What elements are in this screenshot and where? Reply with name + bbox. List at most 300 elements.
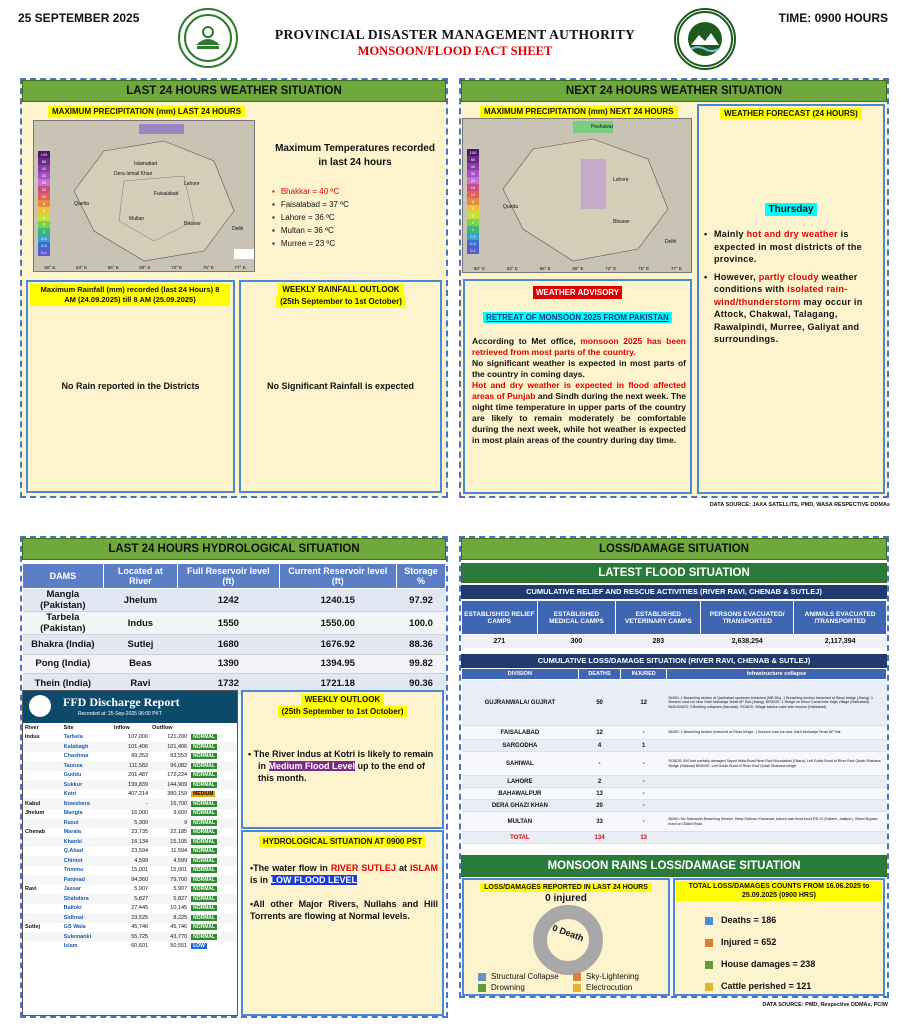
ffd-inflow: 16,134 — [131, 838, 149, 845]
ffd-site: Trimmu — [63, 867, 84, 874]
damage-cell: - — [621, 800, 667, 812]
ffd-inflow: 94,360 — [131, 876, 149, 883]
dam-cell: 1721.18 — [279, 674, 397, 694]
ffd-outflow: 43,770 — [170, 933, 188, 940]
relief-value: 283 — [616, 635, 701, 649]
legend-swatch: 6 — [467, 205, 479, 212]
ffd-site: Islam — [63, 943, 78, 950]
legend-swatch: 8 — [467, 198, 479, 205]
next24-precip-map — [462, 118, 692, 273]
ffd-inflow: 111,582 — [128, 762, 149, 769]
map-city-label: Quetta — [503, 204, 519, 210]
total-item — [705, 975, 815, 997]
ffd-outflow: 8,225 — [173, 914, 188, 921]
dam-cell: 1550.00 — [279, 612, 397, 635]
donut-legend-item — [478, 971, 573, 982]
ffd-row — [23, 875, 237, 885]
ffd-site: Shahdara — [63, 895, 89, 902]
legend-text: Sky-Lightening — [586, 972, 639, 981]
ffd-row — [23, 790, 237, 800]
legend-text: Structural Collapse — [491, 972, 559, 981]
relief-col-header: ANIMALS EVACUATED /TRANSPORTED — [794, 601, 887, 635]
ffd-discharge-report — [22, 690, 238, 1016]
ffd-river — [23, 932, 62, 942]
map-lon-label: 60° E — [473, 266, 485, 271]
ffd-status-badge: NORMAL — [193, 848, 216, 855]
ffd-status — [189, 818, 237, 828]
legend-swatch: 100 — [467, 149, 479, 156]
ffd-site: Chiniot — [63, 857, 83, 864]
next24-heading: NEXT 24 HOURS WEATHER SITUATION — [461, 80, 887, 102]
advisory-label: WEATHER ADVISORY — [533, 286, 622, 299]
map-city-label: Delhi — [232, 226, 244, 232]
damage-cell: 33 — [578, 812, 621, 832]
ffd-row — [23, 733, 237, 743]
relief-value: 271 — [462, 635, 538, 649]
map-lon-label: 77° E — [670, 266, 683, 271]
latest-flood-heading: LATEST FLOOD SITUATION — [461, 563, 887, 583]
relief-col-header: PERSONS EVACUATED/ TRANSPORTED — [701, 601, 794, 635]
ffd-inflow: 107,000 — [128, 734, 149, 741]
dam-cell: Mangla (Pakistan) — [23, 589, 104, 612]
ffd-status — [189, 752, 237, 762]
legend-swatch: 20 — [467, 177, 479, 184]
ffd-status-badge: LOW — [193, 943, 205, 950]
map-lon-label: 77° E — [234, 265, 246, 270]
legend-swatch: 10 — [467, 191, 479, 198]
ffd-outflow: 16,700 — [170, 800, 188, 807]
total-color-square — [705, 983, 713, 991]
ffd-site: Mangla — [63, 810, 83, 817]
ffd-status — [189, 799, 237, 809]
damage-cell: 12 — [578, 726, 621, 740]
damage-cell: 4 — [578, 740, 621, 752]
fact-sheet-subtitle: MONSOON/FLOOD FACT SHEET — [357, 44, 553, 58]
donut-legend-item — [573, 971, 668, 982]
report-date: 25 SEPTEMBER 2025 — [18, 11, 140, 25]
legend-swatch: 50 — [38, 158, 50, 165]
ffd-site: Balloki — [63, 905, 82, 912]
map-lon-label: 69° E — [139, 265, 151, 270]
ffd-site: Q.Abad — [63, 848, 84, 855]
damage-cell: GUJRANWALA/ GUJRAT — [462, 680, 579, 726]
ffd-outflow: 380,159 — [167, 791, 188, 798]
ffd-status-badge: NORMAL — [193, 819, 216, 826]
damage-infrastructure: BUND: 1 Breaching section at Qadirabad upstream breached (MB Din), 1 Breaching section breached at Rasul bridge (Jhang), 1 Breach/ road cut near Garh Maharaja Tehsil AP Sial (Jhang). BRIDGE: 1 Bridge on Minor Canal near Kajla Village (Hafizabad). BUILDINGS: 3 Building collapses (Narowal). ROADS: Village katcha road/ side erosion (Hafizabad) — [667, 680, 887, 726]
ffd-river — [23, 942, 62, 952]
relief-col-header: ESTABLISHED RELIEF CAMPS — [462, 601, 538, 635]
damage-total-cell — [667, 832, 887, 844]
ffd-status-badge: NORMAL — [193, 762, 216, 769]
total-color-square — [705, 939, 713, 947]
ffd-status — [189, 885, 237, 895]
map-lon-label: 75° E — [202, 265, 214, 270]
ffd-inflow: 16,000 — [131, 810, 149, 817]
ffd-inflow: 4,599 — [134, 857, 149, 864]
legend-swatch: 100 — [38, 151, 50, 158]
forecast-list — [702, 228, 882, 351]
ffd-status-badge: NORMAL — [193, 800, 216, 807]
ffd-status — [189, 809, 237, 819]
ffd-status — [189, 923, 237, 933]
ffd-site: Jassar — [63, 886, 82, 893]
dam-cell: 1390 — [178, 654, 279, 674]
legend-swatch: 4 — [467, 212, 479, 219]
rain-label: Maximum Rainfall (mm) recorded (last 24 Hours) 8 AM (24.09.2025) till 8 AM (25.09.2025) — [30, 284, 230, 306]
temp-item: ▪ Lahore = 36 ºC — [272, 213, 335, 222]
damage-row — [462, 752, 887, 776]
damage-col-header: DIVISION — [462, 669, 579, 680]
ffd-site: Panjnad — [63, 876, 85, 883]
loss-heading: LOSS/DAMAGE SITUATION — [461, 538, 887, 560]
dam-cell: 1242 — [178, 589, 279, 612]
ffd-outflow: 4,599 — [173, 857, 188, 864]
damage-cell: 20 — [578, 800, 621, 812]
last24-precip-label: MAXIMUM PRECIPITATION (mm) LAST 24 HOURS — [48, 106, 245, 117]
ffd-outflow: 45,746 — [170, 924, 188, 931]
ffd-inflow: 5,827 — [134, 895, 149, 902]
reported-label: LOSS/DAMAGES REPORTED IN LAST 24 HOURS — [480, 883, 652, 892]
dams-col-header: Located at River — [103, 564, 178, 589]
ffd-site: Marala — [63, 829, 82, 836]
map-lon-axis — [34, 265, 255, 270]
damage-cell: 13 — [578, 788, 621, 800]
ffd-outflow: 96,082 — [170, 762, 188, 769]
damage-row — [462, 726, 887, 740]
ffd-site: Kotri — [63, 791, 77, 798]
dam-cell: Pong (India) — [23, 654, 104, 674]
ffd-status-badge: NORMAL — [193, 876, 216, 883]
ffd-inflow: 99,353 — [131, 753, 149, 760]
legend-swatch: 15 — [467, 184, 479, 191]
ffd-status-badge: NORMAL — [193, 933, 216, 940]
ffd-status — [189, 875, 237, 885]
ffd-status — [189, 856, 237, 866]
ffd-row — [23, 856, 237, 866]
map-city-label: Dera Ismail Khan — [114, 171, 153, 177]
ffd-row — [23, 809, 237, 819]
ffd-inflow: - — [146, 800, 149, 807]
legend-swatch: 1 — [467, 226, 479, 233]
temp-item: ▪ Bhakkar = 40 ºC — [272, 187, 340, 196]
outlook-period: (25th September to 1st October) — [276, 296, 406, 308]
damage-total-cell: 13 — [621, 832, 667, 844]
damage-infrastructure — [667, 788, 887, 800]
ffd-inflow: 5,907 — [134, 886, 149, 893]
ffd-row — [23, 828, 237, 838]
ffd-row — [23, 847, 237, 857]
map-lon-label: 63° E — [76, 265, 88, 270]
authority-title: PROVINCIAL DISASTER MANAGEMENT AUTHORITY — [274, 27, 636, 42]
hydro-outlook-label: WEEKLY OUTLOOK — [301, 694, 385, 706]
ffd-inflow: 27,445 — [131, 905, 149, 912]
damage-col-header: DEATHS — [578, 669, 621, 680]
damage-cell: - — [621, 812, 667, 832]
dam-cell: Beas — [103, 654, 178, 674]
damage-cell: - — [621, 752, 667, 776]
total-text: House damages = 238 — [721, 959, 816, 969]
ffd-river: Ravi — [25, 886, 37, 893]
ffd-site: GS Wala — [63, 924, 86, 931]
outlook-text: No Significant Rainfall is expected — [266, 381, 415, 391]
ffd-outflow: 5,907 — [173, 886, 188, 893]
map-lon-axis — [463, 266, 692, 271]
ffd-site: Rasul — [63, 819, 79, 826]
ffd-inflow: 5,300 — [134, 819, 149, 826]
damage-infrastructure — [667, 776, 887, 788]
damage-infrastructure: BUND: Mo Sabzavan Breaching Section, Head Sidhnai, Khanewal, baloch wah flood bund RD 42 (Kabeer, Jalalpur), Gillani Bypass bund on Gillani Road — [667, 812, 887, 832]
hydro-heading: LAST 24 HOURS HYDROLOGICAL SITUATION — [22, 538, 446, 560]
ffd-inflow: 55,725 — [131, 933, 149, 940]
map-lon-label: 60° E — [44, 265, 56, 270]
ffd-status-badge: NORMAL — [193, 905, 216, 912]
legend-swatch: 8 — [38, 200, 50, 207]
ffd-river — [23, 790, 62, 800]
dam-cell: 100.0 — [397, 612, 446, 635]
ffd-row — [23, 923, 237, 933]
damage-col-header: INJURED — [621, 669, 667, 680]
ffd-row — [23, 818, 237, 828]
dam-cell: Ravi — [103, 674, 178, 694]
ffd-status — [189, 866, 237, 876]
temp-item: ▪ Multan = 36 ºC — [272, 226, 334, 235]
ffd-status — [189, 780, 237, 790]
total-text: Injured = 652 — [721, 937, 777, 947]
damage-total-cell: TOTAL — [462, 832, 579, 844]
map-city-label: Lahore — [613, 177, 629, 183]
ffd-status — [189, 847, 237, 857]
ffd-outflow: 15,001 — [170, 867, 188, 874]
donut-legend-item — [573, 982, 668, 993]
legend-swatch: 4 — [38, 214, 50, 221]
relief-value: 2,117,394 — [794, 635, 887, 649]
ffd-status-badge: NORMAL — [193, 753, 216, 760]
damage-table — [461, 668, 887, 844]
rain-text: No Rain reported in the Districts — [61, 381, 200, 391]
legend-color-square — [478, 984, 486, 992]
totals-list — [705, 909, 815, 997]
ffd-inflow: 201,487 — [128, 772, 149, 779]
map-lon-label: 72° E — [171, 265, 183, 270]
ffd-status-badge: NORMAL — [193, 734, 216, 741]
ffd-status — [189, 904, 237, 914]
ffd-site: Nowshera — [63, 800, 90, 807]
ffd-status-badge: NORMAL — [193, 829, 216, 836]
ffd-status-badge: NORMAL — [193, 895, 216, 902]
ffd-status-badge: NORMAL — [193, 924, 216, 931]
ffd-outflow: 11,594 — [170, 848, 188, 855]
ffd-inflow: 60,601 — [131, 943, 149, 950]
legend-swatch: 40 — [38, 165, 50, 172]
dams-col-header: Full Reservoir level (ft) — [178, 564, 279, 589]
ffd-status-badge: NORMAL — [193, 914, 216, 921]
ffd-status — [189, 828, 237, 838]
damage-cell: - — [621, 776, 667, 788]
legend-swatch: 0.1 — [38, 249, 50, 256]
dam-cell: Sutlej — [103, 635, 178, 655]
advisory-text: According to Met office, monsoon 2025 has been retrieved from most parts of the country. No significant weather is expected in most parts of the country in coming days. Hot and dry weather is expected in flood affected areas of Punjab and Sindh during the next week. The night time temperature in upper parts of the country are likely to remain moderately be comfortable during the next week, while hot weather is expected in most plain areas of the country during day time. — [472, 336, 686, 445]
ffd-status — [189, 932, 237, 942]
legend-swatch: 1 — [38, 228, 50, 235]
ffd-river: Indus — [25, 734, 40, 741]
map-city-label: Multan — [129, 216, 145, 222]
ffd-row — [23, 799, 237, 809]
ffd-site: Chashma — [63, 753, 89, 760]
ffd-status-badge: NORMAL — [193, 810, 216, 817]
ffd-site: Kalabagh — [63, 743, 89, 750]
ffd-inflow: 407,214 — [128, 791, 149, 798]
legend-swatch: 0.3 — [467, 240, 479, 247]
dams-table — [22, 563, 446, 694]
ffd-river — [23, 847, 62, 857]
dam-cell: 1732 — [178, 674, 279, 694]
ffd-status-badge: NORMAL — [193, 781, 216, 788]
ffd-status-badge: NORMAL — [193, 886, 216, 893]
legend-swatch: 10 — [38, 193, 50, 200]
legend-swatch: 0.1 — [467, 247, 479, 254]
total-item — [705, 953, 815, 975]
legend-swatch: 20 — [38, 179, 50, 186]
ffd-row — [23, 885, 237, 895]
ffd-row — [23, 742, 237, 752]
dam-cell: Jhelum — [103, 589, 178, 612]
ffd-site: Guddu — [63, 772, 82, 779]
damage-cell: FAISALABAD — [462, 726, 579, 740]
ffd-outflow: 172,224 — [167, 772, 188, 779]
map-city-label: Bikaner — [184, 221, 201, 227]
map-lon-label: 66° E — [539, 266, 551, 271]
ffd-outflow: 93,553 — [170, 753, 188, 760]
ffd-inflow: 15,001 — [131, 867, 149, 874]
forecast-label: WEATHER FORECAST (24 HOURS) — [720, 108, 862, 119]
ffd-outflow: 121,200 — [167, 734, 188, 741]
map-city-label: Islamabad — [134, 161, 158, 167]
dam-cell: 1394.95 — [279, 654, 397, 674]
temp-title: Maximum Temperatures recorded in last 24 hours — [275, 143, 435, 168]
damage-infrastructure — [667, 740, 887, 752]
ffd-river — [23, 742, 62, 752]
legend-color-square — [573, 973, 581, 981]
ffd-table — [23, 723, 237, 951]
total-item — [705, 931, 815, 953]
ffd-site: Sidhnai — [63, 914, 84, 921]
map-lon-label: 63° E — [506, 266, 518, 271]
ffd-status — [189, 771, 237, 781]
map-lon-label: 66° E — [107, 265, 119, 270]
map-lon-label: 69° E — [572, 266, 584, 271]
data-source-weather: DATA SOURCE: JAXA SATELLITE, PMD, WASA RESPECTIVE DDMAs — [709, 502, 890, 508]
dams-col-header: DAMS — [23, 564, 104, 589]
temp-list — [272, 185, 349, 250]
map-city-label: Quetta — [74, 201, 90, 207]
damage-row — [462, 800, 887, 812]
hydro-situation-text: •The water flow in RIVER SUTLEJ at ISLAM is in LOW FLOOD LEVEL •All other Major Rivers, Nullahs and Hill Torrents are flowing at Normal levels. — [250, 863, 438, 921]
dam-cell: 1550 — [178, 612, 279, 635]
dams-col-header: Storage % — [397, 564, 446, 589]
total-color-square — [705, 961, 713, 969]
map-lon-label: 75° E — [638, 266, 650, 271]
last24-heading: LAST 24 HOURS WEATHER SITUATION — [22, 80, 446, 102]
ffd-outflow: 9 — [184, 819, 188, 826]
ffd-inflow: 23,735 — [131, 829, 149, 836]
legend-swatch: 0.5 — [38, 235, 50, 242]
ffd-river: Kabul — [25, 800, 41, 807]
legend-swatch: 15 — [38, 186, 50, 193]
dam-cell: Indus — [103, 612, 178, 635]
hydro-outlook-text: • The River Indus at Kotri is likely to remain in Medium Flood Level up to the end of this month. — [248, 749, 434, 783]
damage-cell: 12 — [621, 680, 667, 726]
ffd-status-badge: NORMAL — [193, 867, 216, 874]
ffd-row — [23, 866, 237, 876]
damage-infrastructure: ROADS: 500 feet partially damaged Sayed Wala Road Near Ravi Moradabad (Okara), Left Guide Bund of River Ravi Qutab Shahana Bridge (Sahiwal) BRIDGE: Left Guide Bund of River Ravi Qutab Shahana bridge — [667, 752, 887, 776]
map-city-label: Peshawar — [591, 124, 614, 130]
ffd-outflow: 79,700 — [170, 876, 188, 883]
dam-cell: 90.36 — [397, 674, 446, 694]
ffd-recorded: Recorded at: 25-Sep-2025 06:00 PKT — [78, 711, 162, 717]
legend-swatch: 50 — [467, 156, 479, 163]
report-time: TIME: 0900 HOURS — [778, 11, 888, 25]
dam-cell: 99.82 — [397, 654, 446, 674]
damage-cell: SAHIWAL — [462, 752, 579, 776]
death-count: 0 Death — [551, 922, 585, 944]
damage-total-row — [462, 832, 887, 844]
damage-infrastructure — [667, 800, 887, 812]
donut-legend — [478, 971, 668, 993]
damage-col-header: Infrastructure collapse — [667, 669, 887, 680]
ffd-status — [189, 790, 237, 800]
ffd-river — [23, 761, 62, 771]
legend-text: Drowning — [491, 983, 525, 992]
dam-row — [23, 635, 446, 655]
ffd-row — [23, 780, 237, 790]
ffd-inflow: 45,746 — [131, 924, 149, 931]
ffd-outflow: 50,551 — [170, 943, 188, 950]
ffd-outflow: 10,145 — [170, 905, 188, 912]
legend-swatch: 2 — [38, 221, 50, 228]
ffd-site: Taunsa — [63, 762, 83, 769]
ffd-row — [23, 913, 237, 923]
ffd-status-badge: NORMAL — [193, 743, 216, 750]
hydro-situation-label: HYDROLOGICAL SITUATION AT 0900 PST — [259, 836, 426, 847]
next24-precip-label: MAXIMUM PRECIPITATION (mm) NEXT 24 HOURS — [480, 106, 678, 117]
last24-precip-map — [33, 120, 255, 272]
hydro-situation-box — [241, 830, 444, 1016]
ffd-river — [23, 856, 62, 866]
legend-swatch: 40 — [467, 163, 479, 170]
ffd-river — [23, 837, 62, 847]
legend-swatch: 2 — [467, 219, 479, 226]
ffd-row — [23, 894, 237, 904]
damage-cell: 2 — [578, 776, 621, 788]
ffd-outflow: 9,600 — [173, 810, 188, 817]
relief-value: 300 — [537, 635, 616, 649]
ffd-river: Jhelum — [25, 810, 45, 817]
ffd-row — [23, 771, 237, 781]
damage-cell: 1 — [621, 740, 667, 752]
damage-title: CUMULATIVE LOSS/DAMAGE SITUATION (RIVER RAVI, CHENAB & SUTLEJ) — [461, 654, 887, 668]
total-text: Cattle perished = 121 — [721, 981, 812, 991]
ffd-river — [23, 894, 62, 904]
ffd-status-badge: NORMAL — [193, 857, 216, 864]
legend-swatch: 0.5 — [467, 233, 479, 240]
total-color-square — [705, 917, 713, 925]
outlook-label: WEEKLY RAINFALL OUTLOOK — [278, 284, 403, 296]
ffd-status-badge: NORMAL — [193, 838, 216, 845]
damage-cell: 50 — [578, 680, 621, 726]
ffd-inflow: 23,594 — [131, 848, 149, 855]
legend-swatch: 30 — [38, 172, 50, 179]
damage-total-cell: 134 — [578, 832, 621, 844]
